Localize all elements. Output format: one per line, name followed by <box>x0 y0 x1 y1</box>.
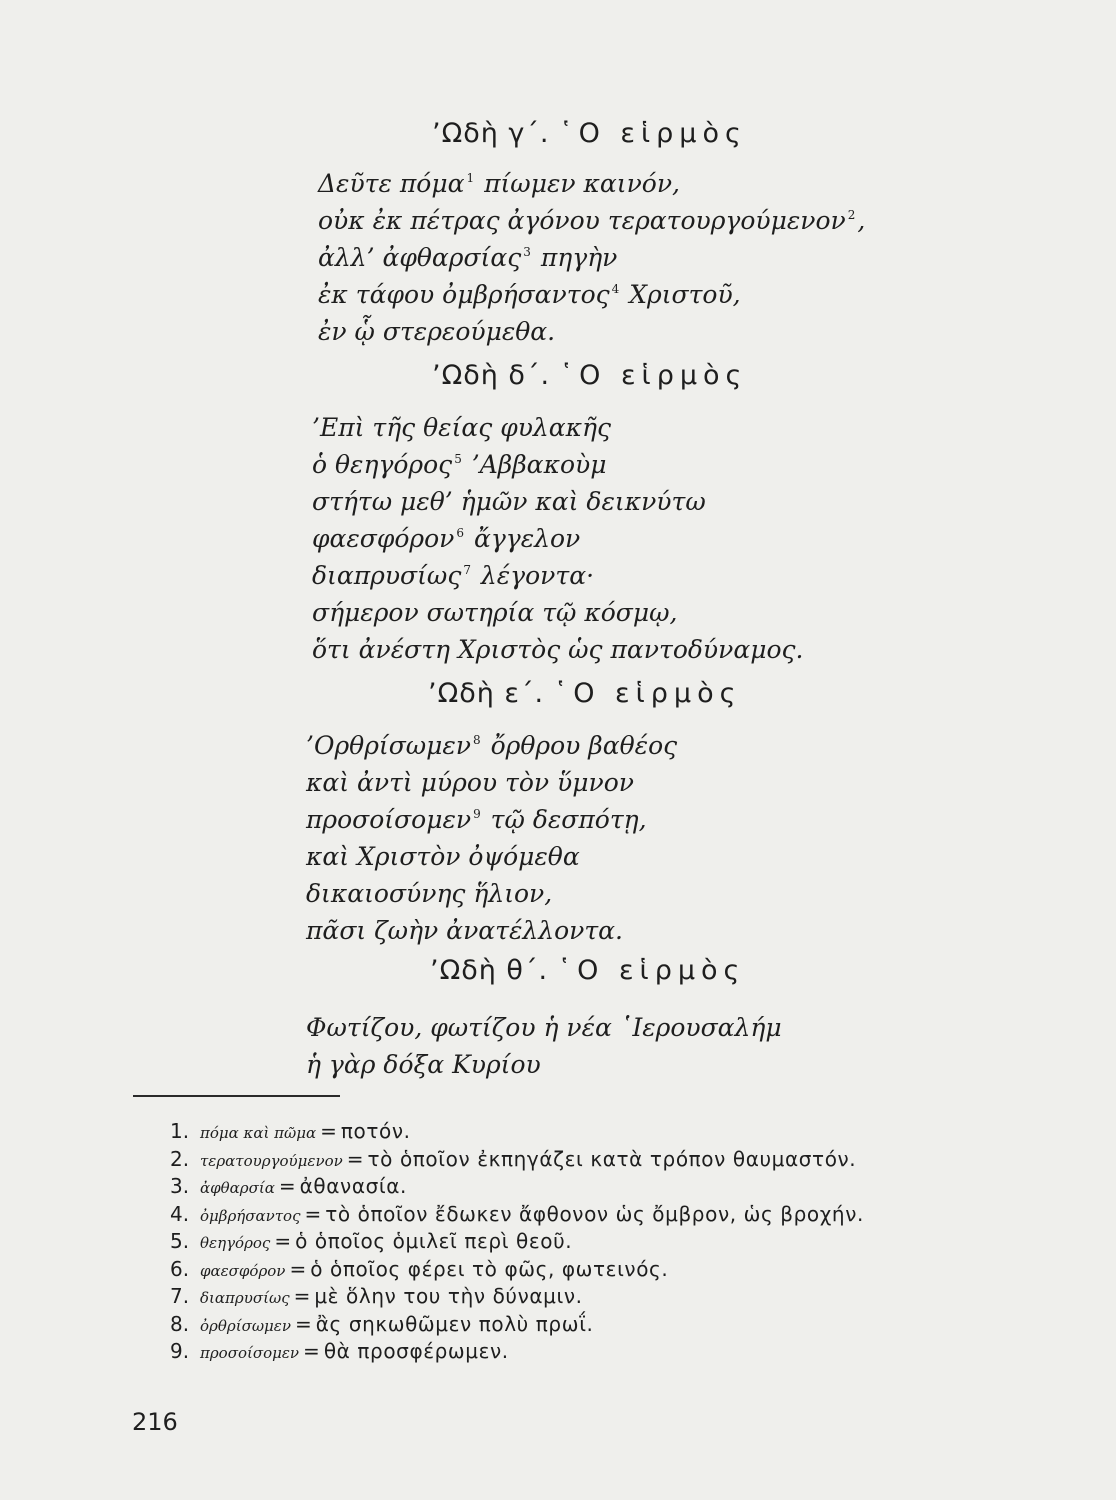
verse-line: ἐν ᾧ στερεούμεθα. <box>318 317 556 346</box>
footnote-term: ὀμβρήσαντος <box>200 1206 301 1225</box>
heirmos-label: ῾Ο εἱρμὸς <box>557 955 746 986</box>
footnote-term: ὀρθρίσωμεν <box>200 1316 291 1335</box>
footnote: 8. ὀρθρίσωμεν = ἂς σηκωθῶμεν πολὺ πρωΐ. <box>170 1311 594 1336</box>
footnote: 3. ἀφθαρσία = ἀθανασία. <box>170 1174 407 1198</box>
footnote-ref: 8 <box>473 733 481 747</box>
verse-line: ἡ γὰρ δόξα Κυρίου <box>306 1050 541 1079</box>
footnote: 9. προσοίσομεν = θὰ προσφέρωμεν. <box>170 1339 509 1363</box>
footnote: 1. πόμα καὶ πῶμα = ποτόν. <box>170 1119 411 1143</box>
heirmos-label: ῾Ο εἱρμὸς <box>559 118 747 149</box>
footnote-definition: ἂς σηκωθῶμεν πολὺ πρωΐ. <box>315 1311 594 1336</box>
verse-line: ἐκ τάφου ὀμβρήσαντος $^4$ Χριστοῦ, <box>318 280 741 309</box>
verse-line: διαπρυσίως $^7$ λέγοντα· <box>312 561 595 590</box>
footnote-definition: ὁ ὁποῖος ὁμιλεῖ περὶ θεοῦ. <box>295 1229 573 1253</box>
ode-verse <box>312 404 807 663</box>
verse-line: σήμερον σωτηρία τῷ κόσμῳ, <box>312 598 678 627</box>
ode-heading <box>432 360 747 391</box>
verse-line: πᾶσι ζωὴν ἀνατέλλοντα. <box>306 916 623 945</box>
verse-line: καὶ ἀντὶ μύρου τὸν ὕμνον <box>306 768 634 797</box>
ode-heading <box>428 678 741 709</box>
footnote-ref: 5 <box>454 452 462 466</box>
ode-number: ’Ωδὴ γ΄. <box>432 118 550 149</box>
verse-line: προσοίσομεν $^9$ τῷ δεσπότῃ, <box>306 805 647 834</box>
footnote-definition: ἀθανασία. <box>299 1174 407 1198</box>
footnote-divider <box>133 1095 340 1097</box>
footnote-definition: τὸ ὁποῖον ἔδωκεν ἄφθονον ὡς ὄμβρον, ὡς βροχήν. <box>325 1201 864 1226</box>
footnote: 7. διαπρυσίως = μὲ ὅλην του τὴν δύναμιν. <box>170 1284 583 1308</box>
ode-number: ’Ωδὴ δ΄. <box>432 360 551 391</box>
ode-verse <box>306 1004 786 1078</box>
footnote-term: διαπρυσίως <box>200 1289 290 1307</box>
footnote: 5. θεηγόρος = ὁ ὁποῖος ὁμιλεῖ περὶ θεοῦ. <box>170 1229 573 1253</box>
page-number: 216 <box>132 1408 178 1436</box>
footnote-term: τερατουργούμενον <box>200 1151 343 1170</box>
verse-line: Δεῦτε πόμα $^1$ πίωμεν καινόν, <box>318 169 680 198</box>
footnote-ref: 4 <box>611 282 620 296</box>
ode-number: ’Ωδὴ ε΄. <box>428 678 545 709</box>
footnote-definition: μὲ ὅλην του τὴν δύναμιν. <box>314 1284 583 1308</box>
verse-line: ὅτι ἀνέστη Χριστὸς ὡς παντοδύναμος. <box>312 635 804 664</box>
footnote-definition: τὸ ὁποῖον ἐκπηγάζει κατὰ τρόπον θαυμαστόν. <box>367 1146 857 1171</box>
footnote-term: φαεσφόρον <box>200 1261 286 1280</box>
footnote-definition: ποτόν. <box>340 1119 411 1143</box>
footnotes-list <box>170 1118 864 1366</box>
ode-heading <box>432 118 747 149</box>
verse-line: στήτω μεθ’ ἡμῶν καὶ δεικνύτω <box>312 487 706 516</box>
verse-line: ’Επὶ τῆς θείας φυλακῆς <box>312 413 612 442</box>
footnote-ref: 7 <box>463 563 471 577</box>
footnote-ref: 2 <box>847 208 856 222</box>
footnote-ref: 6 <box>456 526 465 540</box>
verse-line: οὐκ ἐκ πέτρας ἀγόνου τερατουργούμενον $^2$, <box>318 206 866 235</box>
verse-line: φαεσφόρον $^6$ ἄγγελον <box>312 524 581 553</box>
verse-line: ἀλλ’ ἀφθαρσίας $^3$ πηγὴν <box>318 243 618 272</box>
footnote: 6. φαεσφόρον = ὁ ὁποῖος φέρει τὸ φῶς, φωτεινός. <box>170 1256 669 1281</box>
ode-heading <box>430 955 745 986</box>
footnote-ref: 1 <box>466 171 475 185</box>
footnote-term: ἀφθαρσία <box>200 1179 275 1197</box>
heirmos-label: ῾Ο εἱρμὸς <box>559 360 748 391</box>
footnote-definition: θὰ προσφέρωμεν. <box>323 1339 509 1363</box>
footnote: 2. τερατουργούμενον = τὸ ὁποῖον ἐκπηγάζει κατὰ τρόπον θαυμαστόν. <box>170 1146 857 1171</box>
footnote-term: θεηγόρος <box>200 1234 271 1252</box>
verse-line: δικαιοσύνης ἥλιον, <box>306 879 553 908</box>
footnote-term: προσοίσομεν <box>200 1344 300 1362</box>
footnote-term: πόμα καὶ πῶμα <box>200 1124 317 1142</box>
footnote-ref: 3 <box>523 245 531 259</box>
verse-line: Φωτίζου, φωτίζου ἡ νέα ῾Ιερουσαλήμ <box>306 1013 782 1042</box>
verse-line: ’Ορθρίσωμεν $^8$ ὄρθρου βαθέος <box>306 731 678 760</box>
ode-number: ’Ωδὴ θ΄. <box>430 955 549 986</box>
verse-line: καὶ Χριστὸν ὀψόμεθα <box>306 842 580 871</box>
footnote-ref: 9 <box>473 807 481 821</box>
heirmos-label: ῾Ο εἱρμὸς <box>553 678 742 709</box>
ode-verse <box>318 160 865 345</box>
verse-line: ὁ θεηγόρος $^5$ ’Αββακοὺμ <box>312 450 607 479</box>
footnote: 4. ὀμβρήσαντος = τὸ ὁποῖον ἔδωκεν ἄφθονον ὡς ὄμβρον, ὡς βροχήν. <box>170 1201 864 1226</box>
ode-verse <box>306 722 677 944</box>
footnote-definition: ὁ ὁποῖος φέρει τὸ φῶς, φωτεινός. <box>310 1256 669 1281</box>
